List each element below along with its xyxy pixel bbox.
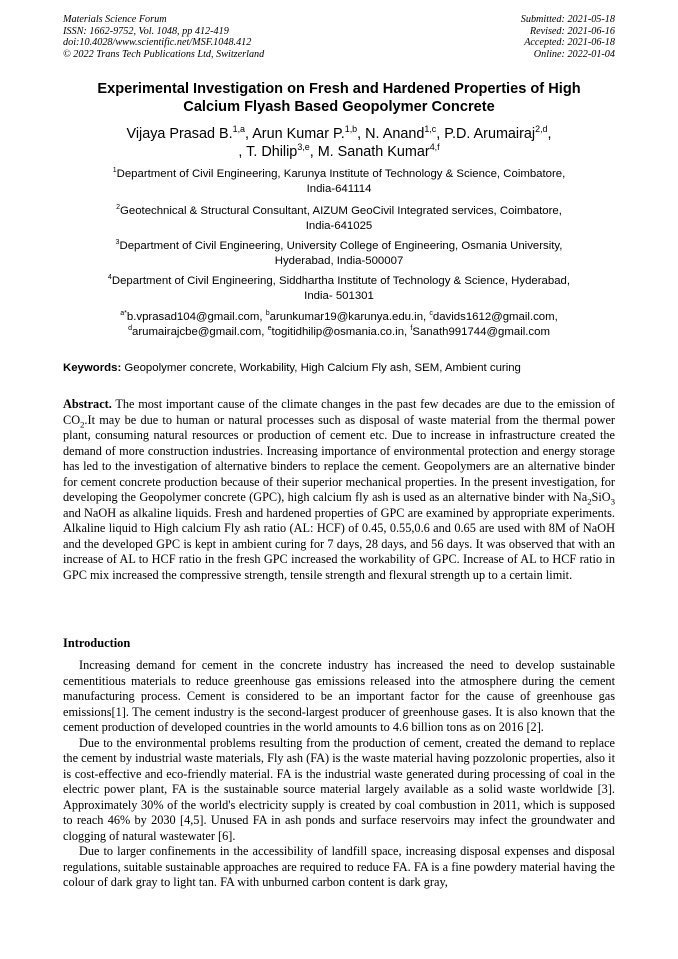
author-5: , T. Dhilip [238, 144, 298, 160]
email-5-mark: e [267, 325, 272, 333]
date-accepted: Accepted: 2021-06-18 [524, 37, 615, 49]
introduction-body [63, 658, 615, 891]
author-3-affil: 1,c [424, 124, 437, 135]
affiliation-2-number: 2 [116, 204, 120, 212]
journal-name: Materials Science Forum [63, 14, 167, 25]
affiliation-1-line-2: India-641114 [306, 182, 372, 195]
submission-dates [521, 14, 615, 60]
email-4[interactable]: arumairajcbe@gmail.com, [131, 326, 268, 338]
email-2[interactable]: arunkumar19@karunya.edu.in, [269, 311, 430, 323]
affiliation-3-line-1: Department of Civil Engineering, University College of Engineering, Osmania University, [119, 240, 563, 252]
section-heading-introduction: Introduction [63, 636, 131, 650]
abstract-sub-3: 3 [610, 496, 615, 507]
author-2: , Arun Kumar P. [245, 126, 345, 142]
author-5-affil: 3,e [297, 142, 310, 153]
abstract-text-3: SiO [591, 490, 611, 504]
journal-info [63, 14, 264, 60]
email-6-mark: f [410, 325, 413, 333]
abstract-text-4: and NaOH as alkaline liquids. Fresh and hardened properties of GPC are examined by appropriate experiments. Alkaline liquid to High calcium Fly ash ratio (AL: HCF) of 0.45, 0.55,0.6 and 0.65 are used with 8M of NaOH and the developed GPC is kept in ambient curing for 7 days, 28 days, and 56 days. It was observed that with an increase of AL to HCF ratio in the fresh GPC increased the workability of GPC. Increase of AL to HCF ratio in GPC mix increased the compressive strength, tensile strength and flexural strength up to a certain limit. [63, 505, 615, 582]
affiliation-4-line-2: India- 501301 [304, 289, 374, 302]
keywords-label: Keywords: [63, 362, 122, 374]
affiliation-1-number: 1 [112, 167, 117, 175]
keywords-text: Geopolymer concrete, Workability, High Calcium Fly ash, SEM, Ambient curing [121, 362, 521, 374]
email-1[interactable]: b.vprasad104@gmail.com, [126, 311, 266, 323]
email-6[interactable]: Sanath991744@gmail.com [412, 326, 550, 338]
author-1: Vijaya Prasad B. [126, 126, 233, 142]
email-5[interactable]: togitidhilip@osmania.co.in, [271, 326, 411, 338]
intro-paragraph-3: Due to larger confinements in the accessibility of landfill space, increasing disposal expenses and disposal regulations, suitable sustainable approaches are required to reduce FA. FA is a fine powdery material having the colour of dark gray to light tan. FA with unburned carbon content is dark gray, [63, 844, 615, 889]
date-submitted: Submitted: 2021-05-18 [520, 14, 615, 25]
affiliation-4-line-1: Department of Civil Engineering, Siddhartha Institute of Technology & Science, Hyderabad, [111, 275, 571, 287]
journal-doi[interactable]: doi:10.4028/www.scientific.net/MSF.1048.412 [63, 37, 252, 49]
author-list: Vijaya Prasad B.$^{1,a}$, Arun Kumar P.$^{1,b}$, N. Anand$^{1,c}$, P.D. Arumairaj$^{2,d}$, , T. Dhilip$^{3,e}$, M. Sanath Kumar$^{4,f}$ [126, 124, 552, 160]
intro-paragraph-1: Increasing demand for cement in the concrete industry has increased the need to develop sustainable cementitious materials to reduce greenhouse gas emissions released into the atmosphere during the cement manufacturing process. Cement is considered to be an important factor for the cause of greenhouse gas emissions[1]. The cement industry is the second-largest producer of greenhouse gases. It is also known that the cement production of developed countries in the world amounts to 4.6 billion tons as on 2016 [2]. [63, 658, 615, 734]
author-6-affil: 4,f [429, 142, 440, 153]
abstract-sub-1: 2 [80, 418, 85, 429]
title-line-1: Experimental Investigation on Fresh and Hardened Properties of High [97, 81, 581, 97]
author-4: , P.D. Arumairaj [436, 126, 536, 142]
affiliation-3-line-2: Hyderabad, India-500007 [274, 254, 404, 267]
affiliation-4-number: 4 [107, 274, 112, 282]
affiliation-3-number: 3 [115, 239, 120, 247]
keywords [63, 361, 615, 375]
author-6: , M. Sanath Kumar [309, 144, 430, 160]
email-3[interactable]: davids1612@gmail.com, [432, 311, 558, 323]
author-emails [63, 310, 615, 340]
author-4-affil: 2,d [535, 124, 548, 135]
email-3-mark: c [429, 310, 433, 318]
affiliation-1-line-1: Department of Civil Engineering, Karunya Institute of Technology & Science, Coimbatore, [116, 168, 566, 180]
journal-issn: ISSN: 1662-9752, Vol. 1048, pp 412-419 [63, 25, 229, 37]
affiliation-2 [63, 204, 615, 233]
date-revised: Revised: 2021-06-16 [529, 25, 615, 37]
author-2-affil: 1,b [344, 124, 358, 135]
email-2-mark: b [265, 310, 270, 318]
abstract-text-1: The most important cause of the climate changes in the past few decades are due to the emission of CO [63, 397, 615, 427]
email-1-mark: a* [120, 310, 127, 318]
abstract-text-2: .It may be due to human or natural processes such as disposal of waste material from the thermal power plant, consuming natural resources or production of cement etc. Due to increase in infrastructure created the demand of more construction industries. Increasing importance of environmental protection and energy storage has led to the investigation of alternative binders to replace the cement. Geopolymers are an alternative binder for cement concrete production because of their superior mechanical properties. In the present investigation, for developing the Geopolymer concrete (GPC), high calcium fly ash is used as an alternative binder with Na [63, 412, 615, 504]
affiliation-3 [63, 239, 615, 268]
abstract-label: Abstract. [63, 397, 112, 411]
affiliation-1 [63, 167, 615, 196]
author-3: , N. Anand [357, 126, 425, 142]
journal-copyright: © 2022 Trans Tech Publications Ltd, Switzerland [63, 48, 265, 60]
title-line-2: Calcium Flyash Based Geopolymer Concrete [183, 98, 495, 115]
author-1-affil: 1,a [232, 124, 245, 135]
abstract [63, 397, 615, 583]
intro-paragraph-2: Due to the environmental problems resulting from the production of cement, created the demand to replace the cement by industrial waste materials, Fly ash (FA) is the waste material having pozzolonic properties, also it is cost-effective and eco-friendly material. FA is the industrial waste generated during processing of coal in the electric power plant, FA is the sustainable source material largely available as a solid waste worldwide [3]. Approximately 30% of the world's electricity supply is created by coal combustion in 2011, which is supposed to reach 46% by 2030 [4,5]. Unused FA in ash ponds and surface reservoirs may infect the groundwater and clogging of natural wastewater [6]. [63, 735, 615, 843]
abstract-sub-2: 2 [587, 496, 592, 507]
affiliation-2-line-2: India-641025 [305, 219, 373, 232]
date-online: Online: 2022-01-04 [533, 48, 615, 60]
email-4-mark: d [128, 325, 132, 333]
affiliation-2-line-1: Geotechnical & Structural Consultant, AIZUM GeoCivil Integrated services, Coimbatore, [120, 205, 562, 217]
affiliation-4 [63, 274, 615, 303]
paper-title [63, 81, 615, 116]
